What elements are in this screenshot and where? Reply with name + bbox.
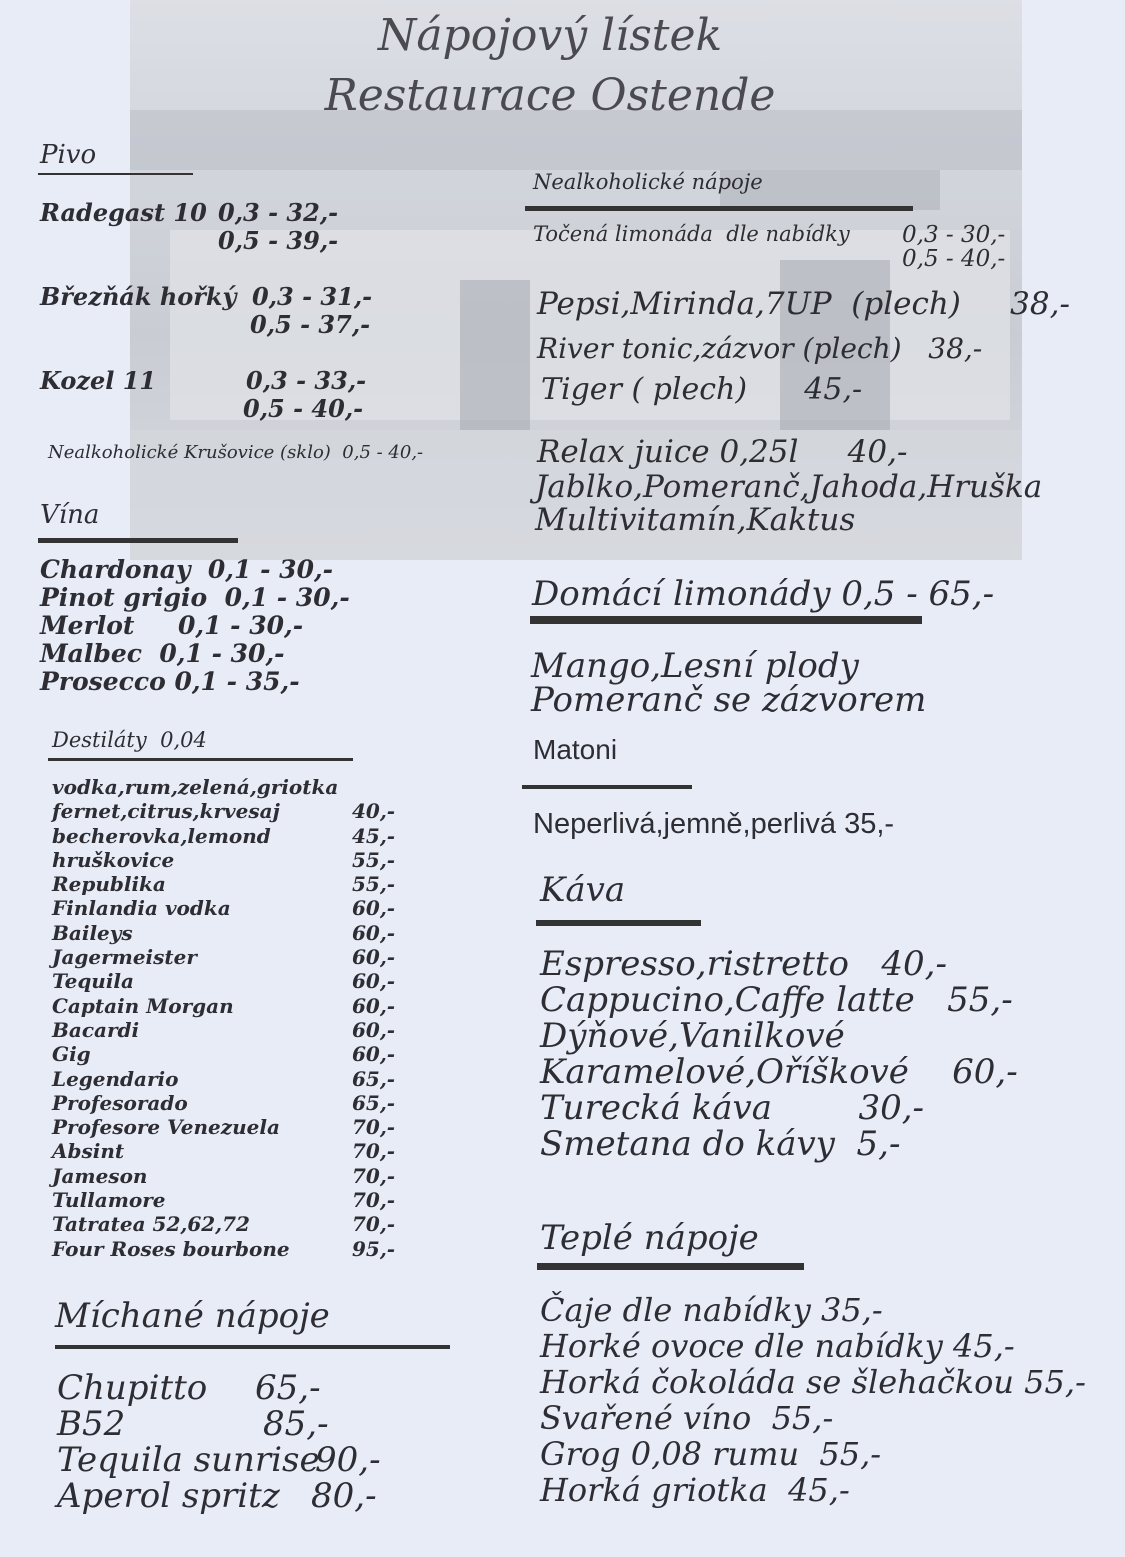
photo-door — [460, 280, 530, 430]
spirit-row — [52, 872, 432, 896]
section-heading-kava: Káva — [540, 870, 626, 910]
mixed-drinks-list — [57, 1370, 457, 1514]
mixed-drink-name: B52 — [57, 1404, 126, 1444]
mixed-drink-name: Aperol spritz — [57, 1476, 280, 1516]
relax-juice: Relax juice 0,25l 40,- — [537, 434, 908, 470]
wine-item: Chardonay 0,1 - 30,- — [40, 555, 334, 584]
spirit-name: Finlandia vodka — [52, 896, 231, 921]
beer-price: 0,3 - 32,- — [218, 198, 339, 227]
spirit-price: 60,- — [352, 1042, 396, 1067]
spirit-name: Profesorado — [52, 1090, 188, 1115]
soft-drink-item: Tiger ( plech) 45,- — [541, 372, 863, 407]
spirit-name: Four Roses bourbone — [52, 1236, 290, 1261]
spirit-name: Tatratea 52,62,72 — [52, 1212, 250, 1237]
relax-flavors: Multivitamín,Kaktus — [535, 502, 856, 538]
hot-drink-item: Horká griotka 45,- — [540, 1471, 850, 1509]
divider — [525, 206, 913, 211]
spirit-name: Bacardi — [52, 1017, 140, 1042]
hot-drink-item: Čaje dle nabídky 35,- — [540, 1291, 883, 1329]
beer-price: 0,3 - 33,- — [246, 366, 367, 395]
wine-item: Malbec 0,1 - 30,- — [40, 639, 285, 668]
spirit-price: 60,- — [352, 896, 396, 921]
spirit-row — [52, 896, 432, 920]
spirit-name: Tequila — [52, 969, 134, 994]
menu-title: Nápojový lístek — [377, 10, 723, 61]
spirit-price: 60,- — [352, 969, 396, 994]
divider — [38, 173, 193, 175]
spirit-row — [52, 1212, 432, 1236]
spirit-price: 45,- — [352, 823, 396, 848]
beer-price: 0,5 - 39,- — [218, 226, 339, 255]
spirit-price: 60,- — [352, 945, 396, 970]
mixed-drink-row — [57, 1442, 457, 1478]
divider — [536, 920, 701, 926]
spirit-price: 70,- — [352, 1139, 396, 1164]
tocena-limonada: Točená limonáda dle nabídky — [533, 222, 850, 246]
spirit-price: 60,- — [352, 1017, 396, 1042]
lemonade-flavors: Mango,Lesní plody — [531, 646, 859, 686]
divider — [48, 758, 353, 761]
divider — [530, 616, 922, 624]
wine-list — [40, 556, 350, 696]
spirit-name: Jameson — [52, 1163, 148, 1188]
spirit-name: Absint — [52, 1139, 125, 1164]
hot-drink-item: Grog 0,08 rumu 55,- — [540, 1435, 882, 1473]
divider — [55, 1345, 450, 1349]
spirit-row — [52, 1188, 432, 1212]
spirit-name: becherovka,lemond — [52, 823, 271, 848]
spirit-row — [52, 1139, 432, 1163]
spirit-row — [52, 945, 432, 969]
spirit-row — [52, 1042, 432, 1066]
tocena-price: 0,3 - 30,- — [902, 222, 1006, 248]
spirits-list — [52, 775, 432, 1261]
beer-price: 0,5 - 37,- — [250, 310, 371, 339]
section-heading-matoni: Matoni — [533, 734, 618, 765]
coffee-list — [540, 946, 1018, 1162]
spirit-name: Republika — [52, 872, 166, 897]
spirit-price: 70,- — [352, 1163, 396, 1188]
section-heading-teple: Teplé nápoje — [540, 1218, 759, 1258]
beer-name: Březňák hořký — [40, 282, 237, 311]
spirit-name: Tullamore — [52, 1188, 166, 1213]
spirit-row — [52, 799, 432, 823]
spirit-price: 70,- — [352, 1188, 396, 1213]
section-heading-michane: Míchané nápoje — [55, 1296, 330, 1336]
mixed-drink-name: Chupitto — [57, 1368, 208, 1408]
spirit-row — [52, 775, 432, 799]
restaurant-name: Restaurace Ostende — [324, 70, 776, 121]
spirit-price: 55,- — [352, 872, 396, 897]
coffee-item: Smetana do kávy 5,- — [540, 1124, 901, 1164]
section-heading-vina: Vína — [40, 500, 100, 530]
spirit-row — [52, 1237, 432, 1261]
mixed-drink-price: 90,- — [315, 1440, 381, 1480]
hot-drink-item: Svařené víno 55,- — [540, 1399, 834, 1437]
soft-drink-item: Pepsi,Mirinda,7UP (plech) 38,- — [537, 286, 1070, 322]
coffee-item: Karamelové,Oříškové 60,- — [540, 1052, 1018, 1092]
coffee-item: Cappucino,Caffe latte 55,- — [540, 980, 1013, 1020]
mixed-drink-name: Tequila sunrise — [57, 1440, 320, 1480]
spirit-price: 65,- — [352, 1066, 396, 1091]
spirit-row — [52, 1091, 432, 1115]
spirit-name: Jagermeister — [52, 945, 197, 970]
mixed-drink-row — [57, 1478, 457, 1514]
spirit-price: 60,- — [352, 920, 396, 945]
spirit-name: fernet,citrus,krvesaj — [52, 799, 280, 824]
section-heading-pivo: Pivo — [40, 140, 97, 170]
matoni-text: Neperlivá,jemně,perlivá 35,- — [533, 808, 895, 840]
hot-drink-item: Horké ovoce dle nabídky 45,- — [540, 1327, 1015, 1365]
spirit-row — [52, 1018, 432, 1042]
hot-drink-item: Horká čokoláda se šlehačkou 55,- — [540, 1363, 1086, 1401]
wine-item: Pinot grigio 0,1 - 30,- — [40, 583, 350, 612]
mixed-drink-row — [57, 1406, 457, 1442]
spirit-row — [52, 1067, 432, 1091]
spirit-row — [52, 848, 432, 872]
beer-name: Kozel 11 — [40, 366, 157, 395]
beer-name: Radegast 10 — [40, 198, 207, 227]
spirit-row — [52, 921, 432, 945]
section-heading-nealko: Nealkoholické nápoje — [533, 170, 763, 194]
spirit-price: 70,- — [352, 1212, 396, 1237]
spirit-row — [52, 1115, 432, 1139]
wine-item: Merlot 0,1 - 30,- — [40, 611, 304, 640]
spirit-price: 95,- — [352, 1236, 396, 1261]
coffee-item: Turecká káva 30,- — [540, 1088, 925, 1128]
wine-item: Prosecco 0,1 - 35,- — [40, 667, 300, 696]
spirit-row — [52, 994, 432, 1018]
section-heading-domaci: Domácí limonády 0,5 - 65,- — [532, 574, 995, 614]
spirit-name: hruškovice — [52, 847, 175, 872]
spirit-price: 60,- — [352, 993, 396, 1018]
spirit-name: vodka,rum,zelená,griotka — [52, 775, 339, 799]
spirit-price: 70,- — [352, 1115, 396, 1140]
spirit-name: Profesore Venezuela — [52, 1115, 280, 1140]
beer-price: 0,3 - 31,- — [252, 282, 373, 311]
divider — [38, 538, 238, 543]
spirit-name: Gig — [52, 1042, 91, 1067]
spirit-price: 55,- — [352, 847, 396, 872]
spirit-name: Baileys — [52, 920, 133, 945]
beer-price: 0,5 - 40,- — [243, 394, 364, 423]
spirit-name: Captain Morgan — [52, 993, 234, 1018]
lemonade-flavors: Pomeranč se zázvorem — [531, 680, 927, 720]
tocena-price: 0,5 - 40,- — [902, 246, 1006, 272]
spirit-row — [52, 969, 432, 993]
spirit-price: 65,- — [352, 1090, 396, 1115]
mixed-drink-price: 85,- — [263, 1404, 329, 1444]
divider — [537, 1263, 804, 1270]
divider — [522, 785, 692, 789]
coffee-item: Espresso,ristretto 40,- — [540, 944, 947, 984]
relax-flavors: Jablko,Pomeranč,Jahoda,Hruška — [535, 469, 1043, 505]
mixed-drink-price: 80,- — [311, 1476, 377, 1516]
coffee-item: Dýňové,Vanilkové — [540, 1016, 845, 1056]
spirit-name: Legendario — [52, 1066, 179, 1091]
mixed-drink-row — [57, 1370, 457, 1406]
spirit-row — [52, 824, 432, 848]
hot-drinks-list — [540, 1292, 1086, 1508]
section-heading-destilaty: Destiláty 0,04 — [52, 728, 207, 752]
mixed-drink-price: 65,- — [255, 1368, 321, 1408]
soft-drink-item: River tonic,zázvor (plech) 38,- — [537, 332, 983, 365]
nealko-beer: Nealkoholické Krušovice (sklo) 0,5 - 40,- — [48, 442, 424, 463]
spirit-row — [52, 1164, 432, 1188]
spirit-price: 40,- — [352, 799, 396, 824]
